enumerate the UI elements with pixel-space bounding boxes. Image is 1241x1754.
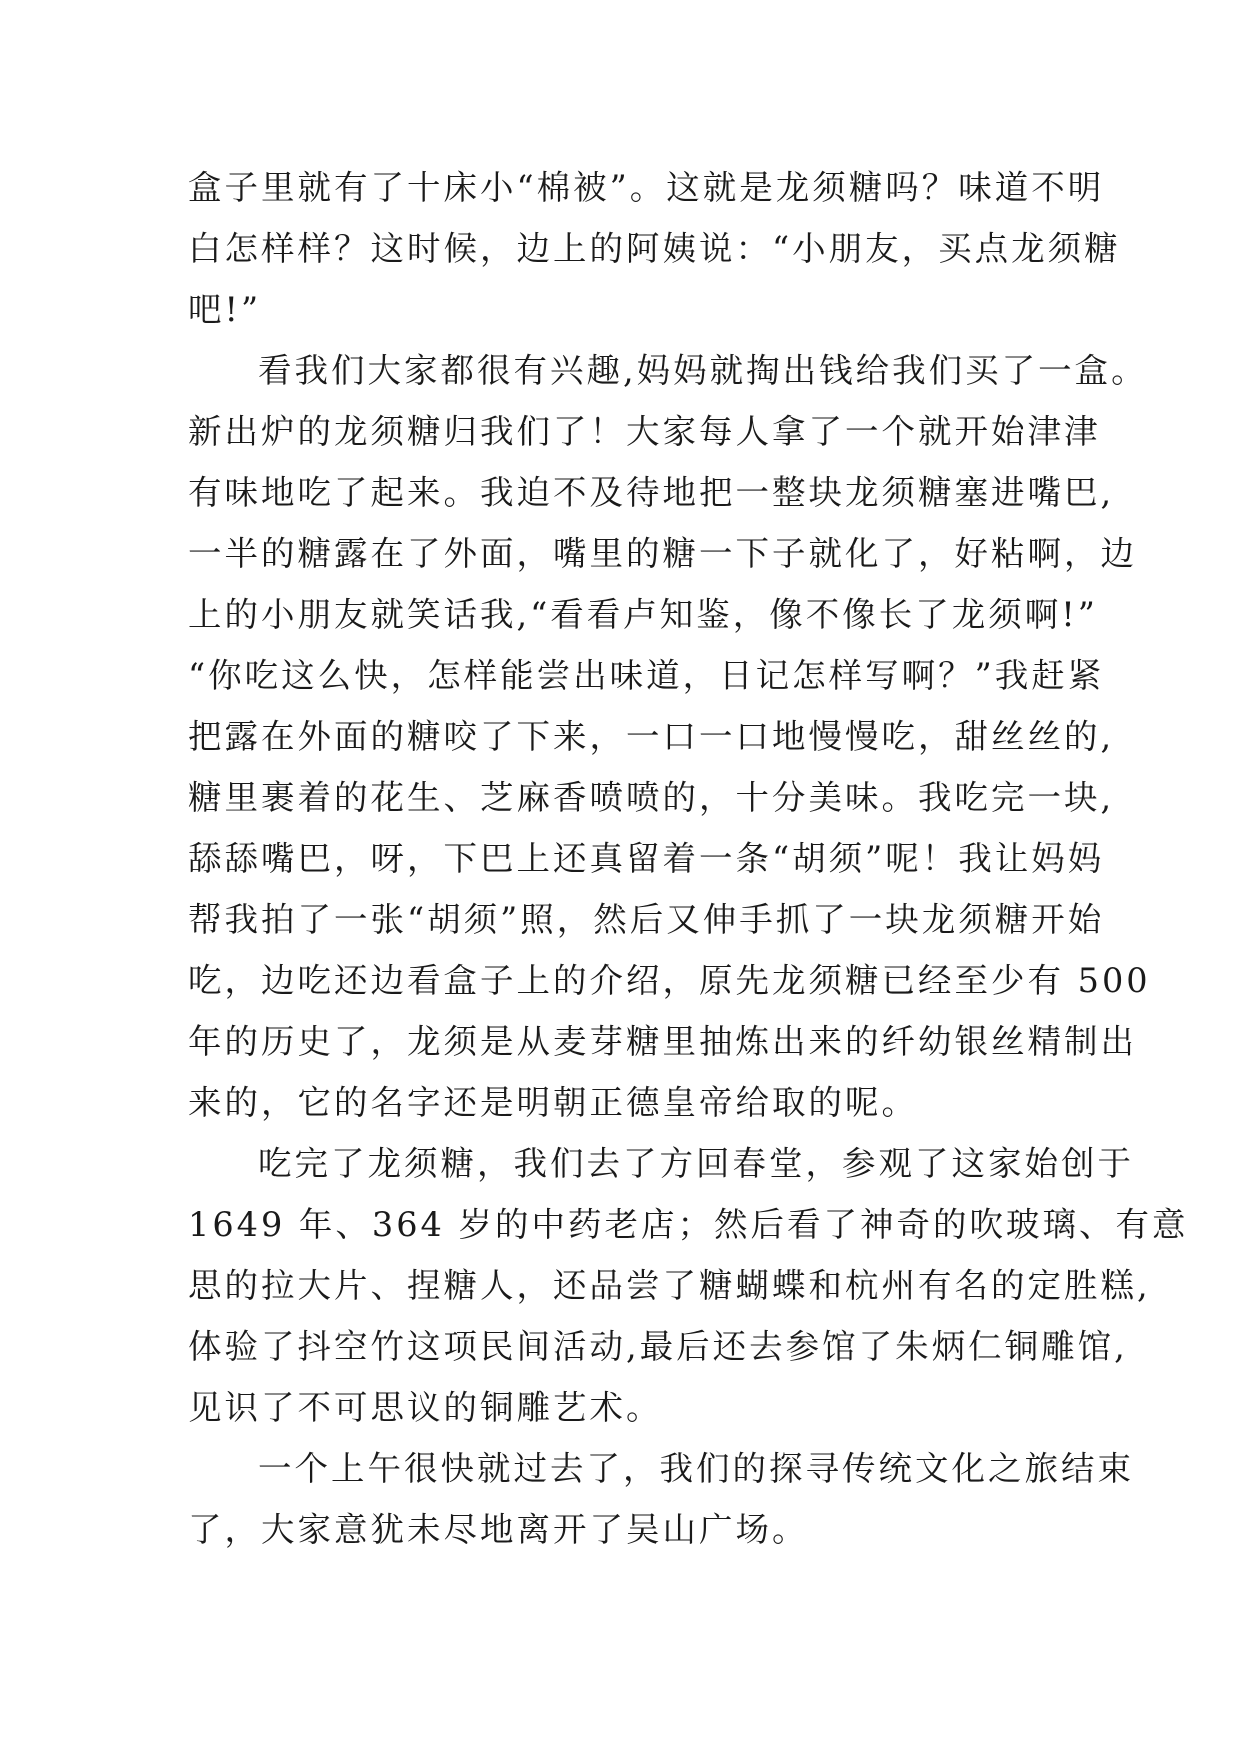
paragraph bbox=[188, 1438, 1134, 1560]
text-line: 白怎样样？这时候，边上的阿姨说：“小朋友，买点龙须糖 bbox=[188, 229, 1121, 268]
text-line: 1649 年、364 岁的中药老店；然后看了神奇的吹玻璃、有意 bbox=[188, 1205, 1189, 1244]
text-line: 盒子里就有了十床小“棉被”。这就是龙须糖吗？味道不明 bbox=[188, 168, 1105, 207]
text-line: 见识了不可思议的铜雕艺术。 bbox=[188, 1388, 663, 1427]
paragraph bbox=[188, 157, 1121, 340]
text-line: 有味地吃了起来。我迫不及待地把一整块龙须糖塞进嘴巴, bbox=[188, 473, 1115, 512]
text-line: 体验了抖空竹这项民间活动,最后还去参馆了朱炳仁铜雕馆, bbox=[188, 1327, 1128, 1366]
text-line: 舔舔嘴巴，呀，下巴上还真留着一条“胡须”呢！我让妈妈 bbox=[188, 839, 1105, 878]
text-line: “你吃这么快，怎样能尝出味道，日记怎样写啊？”我赶紧 bbox=[188, 656, 1105, 695]
text-line: 看我们大家都很有兴趣,妈妈就掏出钱给我们买了一盒。 bbox=[258, 351, 1148, 390]
text-line: 一半的糖露在了外面，嘴里的糖一下子就化了，好粘啊，边 bbox=[188, 534, 1137, 573]
text-line: 思的拉大片、捏糖人，还品尝了糖蝴蝶和杭州有名的定胜糕, bbox=[188, 1266, 1151, 1305]
text-line: 吧!” bbox=[188, 290, 262, 329]
text-line: 新出炉的龙须糖归我们了！大家每人拿了一个就开始津津 bbox=[188, 412, 1101, 451]
text-line: 帮我拍了一张“胡须”照，然后又伸手抓了一块龙须糖开始 bbox=[188, 900, 1105, 939]
text-line: 吃，边吃还边看盒子上的介绍，原先龙须糖已经至少有 500 bbox=[188, 961, 1151, 1000]
text-line: 吃完了龙须糖，我们去了方回春堂，参观了这家始创于 bbox=[258, 1144, 1134, 1183]
text-line: 年的历史了，龙须是从麦芽糖里抽炼出来的纤幼银丝精制出 bbox=[188, 1022, 1137, 1061]
paragraph bbox=[188, 1133, 1189, 1438]
text-line: 来的，它的名字还是明朝正德皇帝给取的呢。 bbox=[188, 1083, 918, 1122]
text-line: 把露在外面的糖咬了下来，一口一口地慢慢吃，甜丝丝的, bbox=[188, 717, 1115, 756]
document-body bbox=[188, 157, 1189, 1560]
text-line: 了，大家意犹未尽地离开了吴山广场。 bbox=[188, 1510, 809, 1549]
text-line: 一个上午很快就过去了，我们的探寻传统文化之旅结束 bbox=[258, 1449, 1134, 1488]
text-line: 上的小朋友就笑话我,“看看卢知鉴，像不像长了龙须啊!” bbox=[188, 595, 1098, 634]
text-line: 糖里裹着的花生、芝麻香喷喷的，十分美味。我吃完一块, bbox=[188, 778, 1115, 817]
paragraph bbox=[188, 340, 1151, 1133]
